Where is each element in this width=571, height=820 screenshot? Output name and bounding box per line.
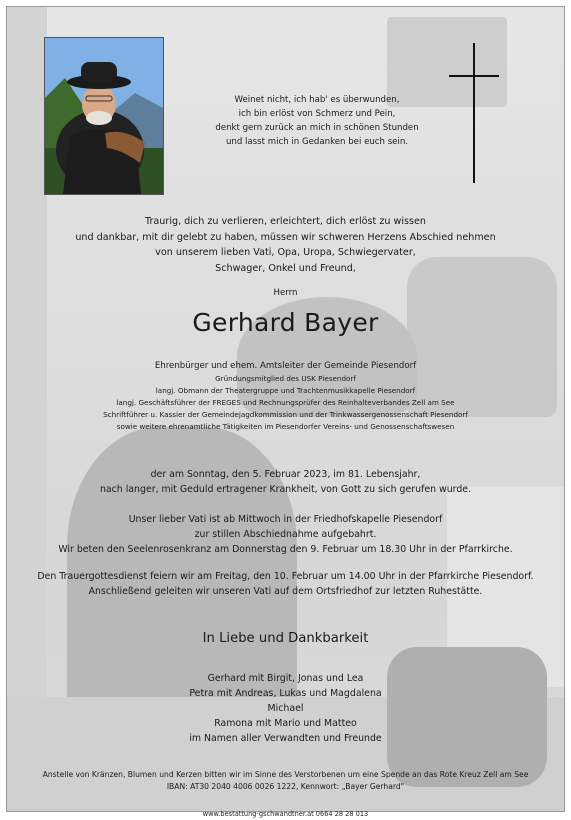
poem-line: ich bin erlöst von Schmerz und Pein,	[238, 109, 396, 119]
funeral-line: Anschließend geleiten wir unseren Vati auf dem Ortsfriedhof zur letzten Ruhestätte.	[88, 586, 483, 597]
family-list	[7, 671, 564, 746]
honor-detail: langj. Geschäftsführer der FREGES und Rechnungsprüfer des Reinhalteverbandes Zell am See	[116, 398, 455, 407]
death-notice	[7, 467, 564, 497]
death-line: nach langer, mit Geduld ertragener Krankheit, von Gott zu sich gerufen wurde.	[99, 484, 472, 495]
footer-contact: www.bestattung-gschwandtner.at 0664 28 28 013	[202, 810, 369, 818]
family-line: im Namen aller Verwandten und Freunde	[189, 733, 382, 744]
intro-text	[7, 214, 564, 276]
wake-line: Wir beten den Seelenrosenkranz am Donnerstag den 9. Februar um 18.30 Uhr in der Pfarrkirche.	[58, 544, 513, 555]
poem-line: denkt gern zurück an mich in schönen Stunden	[215, 123, 419, 133]
wake-line: Unser lieber Vati ist ab Mittwoch in der Friedhofskapelle Piesendorf	[128, 514, 443, 525]
intro-line: Traurig, dich zu verlieren, erleichtert, dich erlöst zu wissen	[145, 216, 426, 227]
family-line: Petra mit Andreas, Lukas und Magdalena	[189, 688, 382, 699]
obituary-card	[6, 6, 565, 812]
honor-main: Ehrenbürger und ehem. Amtsleiter der Gemeinde Piesendorf	[154, 361, 417, 371]
intro-line: Schwager, Onkel und Freund,	[215, 262, 356, 274]
honor-detail: sowie weitere ehrenamtliche Tätigkeiten im Piesendorfer Vereins- und Genossenschaftswesen	[116, 422, 455, 431]
poem-line: und lasst mich in Gedanken bei euch sein.	[225, 137, 409, 147]
honor-detail: langj. Obmann der Theatergruppe und Trachtenmusikkapelle Piesendorf	[155, 386, 416, 395]
salutation: Herrn	[273, 288, 298, 298]
poem-line: Weinet nicht, ich hab' es überwunden,	[234, 95, 400, 105]
family-line: Ramona mit Mario und Matteo	[214, 718, 357, 729]
honor-detail: Schriftführer u. Kassier der Gemeindejagdkommission und der Trinkwassergenossenschaft Piesendorf	[103, 410, 468, 419]
closing-phrase: In Liebe und Dankbarkeit	[202, 631, 369, 646]
portrait-photo	[44, 37, 164, 195]
funeral-line: Den Trauergottesdienst feiern wir am Freitag, den 10. Februar um 14.00 Uhr in der Pfarrkirche Piesendorf.	[37, 571, 534, 582]
deceased-name: Gerhard Bayer	[192, 308, 379, 337]
funeral-info	[7, 569, 564, 599]
wake-info	[7, 512, 564, 557]
intro-line: von unserem lieben Vati, Opa, Uropa, Schwiegervater,	[155, 247, 416, 258]
intro-line: und dankbar, mit dir gelebt zu haben, müssen wir schweren Herzens Abschied nehmen	[75, 231, 496, 243]
donation-request	[7, 769, 564, 793]
honor-detail: Gründungsmitglied des USK Piesendorf	[215, 374, 356, 383]
honors	[7, 360, 564, 433]
death-line: der am Sonntag, den 5. Februar 2023, im 81. Lebensjahr,	[150, 469, 421, 480]
donation-line: IBAN: AT30 2040 4006 0026 1222, Kennwort: „Bayer Gerhard"	[166, 782, 405, 791]
poem	[167, 93, 467, 149]
family-line: Gerhard mit Birgit, Jonas und Lea	[207, 673, 364, 684]
donation-line: Anstelle von Kränzen, Blumen und Kerzen bitten wir im Sinne des Verstorbenen um eine Spende an das Rote Kreuz Zell am See	[42, 770, 529, 779]
wake-line: zur stillen Abschiednahme aufgebahrt.	[194, 529, 377, 540]
family-line: Michael	[267, 703, 304, 714]
